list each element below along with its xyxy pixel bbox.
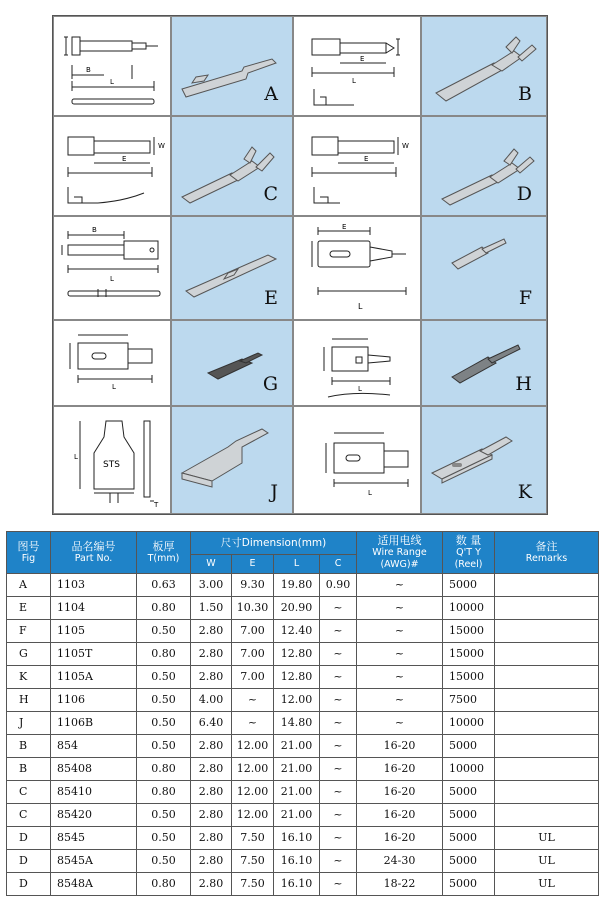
table-row bbox=[7, 712, 599, 735]
cell-quantity: 5000 bbox=[443, 574, 495, 597]
drawing-854 bbox=[293, 16, 421, 116]
cell-dim-e: 9.30 bbox=[232, 574, 274, 597]
cell-fig: B bbox=[7, 735, 51, 758]
cell-wire-range: ~ bbox=[357, 597, 443, 620]
cell-part-no: 8545 bbox=[51, 827, 137, 850]
drawing-8545 bbox=[293, 116, 421, 216]
cell-dim-l: 12.00 bbox=[274, 689, 320, 712]
cell-dim-w: 1.50 bbox=[191, 597, 232, 620]
dim-L-label: L bbox=[368, 489, 372, 497]
cell-dim-w: 2.80 bbox=[191, 781, 232, 804]
cell-remarks bbox=[495, 781, 599, 804]
cell-dim-c: ~ bbox=[320, 735, 357, 758]
header-dim-l: L bbox=[274, 555, 320, 574]
cell-quantity: 5000 bbox=[443, 781, 495, 804]
header-wire-range bbox=[357, 532, 443, 574]
cell-dim-c: ~ bbox=[320, 873, 357, 896]
dim-W-label: W bbox=[158, 142, 165, 150]
cell-thickness: 0.80 bbox=[137, 643, 191, 666]
drawing-1104 bbox=[53, 216, 171, 320]
drawing-1106 bbox=[293, 320, 421, 406]
header-fig-en: Fig bbox=[21, 552, 36, 564]
sts-mark: STS bbox=[103, 460, 120, 470]
dim-B-label: B bbox=[92, 226, 97, 234]
cell-part-no: 85408 bbox=[51, 758, 137, 781]
cell-dim-e: 10.30 bbox=[232, 597, 274, 620]
cell-remarks bbox=[495, 574, 599, 597]
cell-remarks bbox=[495, 689, 599, 712]
cell-dim-c: ~ bbox=[320, 758, 357, 781]
cell-quantity: 15000 bbox=[443, 620, 495, 643]
cell-wire-range: 16-20 bbox=[357, 804, 443, 827]
dim-L-label: L bbox=[352, 77, 356, 85]
cell-quantity: 5000 bbox=[443, 850, 495, 873]
cell-part-no: 85410 bbox=[51, 781, 137, 804]
cell-thickness: 0.80 bbox=[137, 873, 191, 896]
cell-dim-e: 12.00 bbox=[232, 758, 274, 781]
cell-dim-e: 7.50 bbox=[232, 827, 274, 850]
table-row bbox=[7, 758, 599, 781]
cell-wire-range: 16-20 bbox=[357, 758, 443, 781]
cell-thickness: 0.50 bbox=[137, 712, 191, 735]
cell-quantity: 10000 bbox=[443, 597, 495, 620]
drawing-854-crimp bbox=[53, 116, 171, 216]
header-wire-awg: (AWG)# bbox=[380, 558, 419, 570]
cell-dim-e: ~ bbox=[232, 689, 274, 712]
cell-thickness: 0.80 bbox=[137, 597, 191, 620]
header-fig-cn: 图号 bbox=[17, 539, 40, 553]
photo-H bbox=[421, 320, 547, 406]
cell-wire-range: ~ bbox=[357, 620, 443, 643]
cell-part-no: 8548A bbox=[51, 873, 137, 896]
cell-wire-range: ~ bbox=[357, 666, 443, 689]
cell-dim-w: 2.80 bbox=[191, 827, 232, 850]
cell-thickness: 0.50 bbox=[137, 735, 191, 758]
table-row bbox=[7, 643, 599, 666]
header-qty-cn: 数 量 bbox=[455, 533, 482, 547]
cell-part-no: 1106B bbox=[51, 712, 137, 735]
cell-dim-w: 2.80 bbox=[191, 850, 232, 873]
header-dimension: 尺寸Dimension(mm) bbox=[191, 532, 357, 555]
cell-dim-c: ~ bbox=[320, 804, 357, 827]
cell-dim-c: ~ bbox=[320, 712, 357, 735]
figure-letter: B bbox=[518, 83, 532, 105]
cell-fig: J bbox=[7, 712, 51, 735]
dim-L-label: L bbox=[110, 275, 114, 283]
cell-wire-range: 24-30 bbox=[357, 850, 443, 873]
cell-part-no: 1104 bbox=[51, 597, 137, 620]
cell-dim-l: 12.80 bbox=[274, 643, 320, 666]
cell-thickness: 0.50 bbox=[137, 689, 191, 712]
cell-quantity: 5000 bbox=[443, 827, 495, 850]
cell-thickness: 0.63 bbox=[137, 574, 191, 597]
dim-B-label: B bbox=[86, 66, 91, 74]
header-part-en: Part No. bbox=[74, 552, 113, 564]
cell-fig: D bbox=[7, 850, 51, 873]
cell-dim-e: 7.00 bbox=[232, 666, 274, 689]
dim-E-label: E bbox=[122, 155, 127, 163]
header-thickness bbox=[137, 532, 191, 574]
cell-wire-range: 16-20 bbox=[357, 827, 443, 850]
cell-dim-l: 21.00 bbox=[274, 758, 320, 781]
drawing-1105A bbox=[293, 406, 421, 514]
product-figure-grid bbox=[52, 15, 548, 515]
table-row bbox=[7, 827, 599, 850]
cell-quantity: 15000 bbox=[443, 643, 495, 666]
cell-dim-e: 12.00 bbox=[232, 781, 274, 804]
cell-dim-e: 12.00 bbox=[232, 735, 274, 758]
figure-letter: K bbox=[517, 481, 532, 503]
cell-remarks bbox=[495, 620, 599, 643]
drawing-1106B bbox=[53, 406, 171, 514]
cell-quantity: 10000 bbox=[443, 758, 495, 781]
header-dim-c: C bbox=[320, 555, 357, 574]
photo-K bbox=[421, 406, 547, 514]
figure-letter: D bbox=[516, 183, 532, 205]
photo-J bbox=[171, 406, 293, 514]
cell-thickness: 0.50 bbox=[137, 827, 191, 850]
cell-fig: D bbox=[7, 873, 51, 896]
photo-C bbox=[171, 116, 293, 216]
cell-dim-l: 21.00 bbox=[274, 781, 320, 804]
cell-dim-l: 19.80 bbox=[274, 574, 320, 597]
photo-E bbox=[171, 216, 293, 320]
header-remarks-en: Remarks bbox=[525, 552, 568, 564]
cell-dim-l: 21.00 bbox=[274, 804, 320, 827]
cell-dim-c: ~ bbox=[320, 666, 357, 689]
specification-rows bbox=[7, 574, 599, 896]
cell-dim-c: ~ bbox=[320, 643, 357, 666]
photo-A bbox=[171, 16, 293, 116]
figure-letter: H bbox=[515, 373, 532, 395]
photo-D bbox=[421, 116, 547, 216]
cell-fig: K bbox=[7, 666, 51, 689]
cell-dim-c: ~ bbox=[320, 597, 357, 620]
dim-T-label: T bbox=[154, 501, 159, 509]
cell-wire-range: 16-20 bbox=[357, 781, 443, 804]
cell-fig: A bbox=[7, 574, 51, 597]
table-row bbox=[7, 689, 599, 712]
cell-dim-e: 7.50 bbox=[232, 850, 274, 873]
cell-part-no: 854 bbox=[51, 735, 137, 758]
cell-dim-w: 2.80 bbox=[191, 873, 232, 896]
figure-letter: J bbox=[270, 481, 278, 503]
cell-quantity: 15000 bbox=[443, 666, 495, 689]
header-dim-e: E bbox=[232, 555, 274, 574]
header-part bbox=[51, 532, 137, 574]
cell-dim-w: 3.00 bbox=[191, 574, 232, 597]
cell-quantity: 5000 bbox=[443, 873, 495, 896]
cell-dim-e: 12.00 bbox=[232, 804, 274, 827]
cell-thickness: 0.50 bbox=[137, 620, 191, 643]
table-row bbox=[7, 850, 599, 873]
header-part-cn: 品名编号 bbox=[71, 539, 116, 553]
cell-dim-l: 12.80 bbox=[274, 666, 320, 689]
photo-B bbox=[421, 16, 547, 116]
dim-E-label: E bbox=[364, 155, 369, 163]
cell-part-no: 1106 bbox=[51, 689, 137, 712]
cell-remarks bbox=[495, 735, 599, 758]
cell-wire-range: ~ bbox=[357, 643, 443, 666]
cell-fig: F bbox=[7, 620, 51, 643]
header-remarks-cn: 备注 bbox=[535, 539, 558, 553]
cell-fig: C bbox=[7, 781, 51, 804]
dim-E-label: E bbox=[360, 55, 365, 63]
header-remarks bbox=[495, 532, 599, 574]
header-wire-cn: 适用电线 bbox=[377, 533, 422, 547]
dim-L-label: L bbox=[112, 383, 116, 391]
cell-dim-e: 7.00 bbox=[232, 620, 274, 643]
cell-dim-c: ~ bbox=[320, 827, 357, 850]
cell-remarks bbox=[495, 666, 599, 689]
header-qty-en: Q'T Y bbox=[456, 546, 481, 558]
cell-dim-e: ~ bbox=[232, 712, 274, 735]
cell-dim-c: ~ bbox=[320, 850, 357, 873]
drawing-1103 bbox=[53, 16, 171, 116]
header-quantity bbox=[443, 532, 495, 574]
figure-letter: E bbox=[264, 287, 278, 309]
header-qty-reel: (Reel) bbox=[454, 558, 483, 570]
cell-remarks: UL bbox=[495, 827, 599, 850]
table-row bbox=[7, 574, 599, 597]
cell-thickness: 0.50 bbox=[137, 804, 191, 827]
cell-fig: D bbox=[7, 827, 51, 850]
cell-thickness: 0.80 bbox=[137, 781, 191, 804]
cell-part-no: 8545A bbox=[51, 850, 137, 873]
cell-dim-c: ~ bbox=[320, 620, 357, 643]
drawing-1105T bbox=[53, 320, 171, 406]
cell-dim-l: 21.00 bbox=[274, 735, 320, 758]
cell-remarks bbox=[495, 712, 599, 735]
cell-fig: H bbox=[7, 689, 51, 712]
cell-fig: C bbox=[7, 804, 51, 827]
cell-wire-range: 18-22 bbox=[357, 873, 443, 896]
figure-letter: F bbox=[518, 287, 532, 309]
cell-quantity: 5000 bbox=[443, 804, 495, 827]
table-row bbox=[7, 781, 599, 804]
cell-dim-l: 20.90 bbox=[274, 597, 320, 620]
cell-dim-l: 16.10 bbox=[274, 873, 320, 896]
table-row bbox=[7, 873, 599, 896]
table-row bbox=[7, 804, 599, 827]
cell-wire-range: ~ bbox=[357, 574, 443, 597]
figure-letter: G bbox=[262, 373, 278, 395]
dim-E-label: E bbox=[342, 223, 347, 231]
dim-L-label: L bbox=[358, 385, 362, 393]
cell-fig: B bbox=[7, 758, 51, 781]
table-row bbox=[7, 597, 599, 620]
table-row bbox=[7, 735, 599, 758]
header-wire-en: Wire Range bbox=[372, 546, 427, 558]
cell-dim-l: 14.80 bbox=[274, 712, 320, 735]
cell-thickness: 0.50 bbox=[137, 850, 191, 873]
cell-dim-e: 7.50 bbox=[232, 873, 274, 896]
cell-dim-e: 7.00 bbox=[232, 643, 274, 666]
cell-quantity: 5000 bbox=[443, 735, 495, 758]
figure-letter: C bbox=[263, 183, 278, 205]
cell-remarks bbox=[495, 804, 599, 827]
cell-dim-w: 2.80 bbox=[191, 643, 232, 666]
cell-dim-w: 2.80 bbox=[191, 735, 232, 758]
cell-quantity: 10000 bbox=[443, 712, 495, 735]
header-thickness-cn: 板厚 bbox=[152, 539, 175, 553]
cell-remarks bbox=[495, 758, 599, 781]
drawing-1105 bbox=[293, 216, 421, 320]
cell-fig: E bbox=[7, 597, 51, 620]
cell-thickness: 0.80 bbox=[137, 758, 191, 781]
photo-F bbox=[421, 216, 547, 320]
header-thickness-en: T(mm) bbox=[147, 552, 180, 564]
table-row bbox=[7, 620, 599, 643]
cell-part-no: 85420 bbox=[51, 804, 137, 827]
cell-dim-w: 2.80 bbox=[191, 758, 232, 781]
dim-L-label: L bbox=[110, 78, 114, 86]
cell-part-no: 1105A bbox=[51, 666, 137, 689]
cell-remarks: UL bbox=[495, 850, 599, 873]
cell-part-no: 1103 bbox=[51, 574, 137, 597]
dim-W-label: W bbox=[402, 142, 409, 150]
cell-part-no: 1105T bbox=[51, 643, 137, 666]
cell-wire-range: ~ bbox=[357, 712, 443, 735]
figure-letter: A bbox=[264, 83, 278, 105]
cell-dim-c: ~ bbox=[320, 781, 357, 804]
cell-dim-l: 16.10 bbox=[274, 850, 320, 873]
header-dim-w: W bbox=[191, 555, 232, 574]
cell-dim-w: 2.80 bbox=[191, 666, 232, 689]
cell-remarks bbox=[495, 643, 599, 666]
cell-part-no: 1105 bbox=[51, 620, 137, 643]
cell-dim-w: 6.40 bbox=[191, 712, 232, 735]
cell-dim-c: ~ bbox=[320, 689, 357, 712]
cell-dim-c: 0.90 bbox=[320, 574, 357, 597]
dim-L-label: L bbox=[74, 453, 78, 461]
cell-remarks: UL bbox=[495, 873, 599, 896]
cell-wire-range: 16-20 bbox=[357, 735, 443, 758]
cell-dim-w: 2.80 bbox=[191, 620, 232, 643]
cell-wire-range: ~ bbox=[357, 689, 443, 712]
cell-dim-w: 2.80 bbox=[191, 804, 232, 827]
cell-dim-w: 4.00 bbox=[191, 689, 232, 712]
cell-fig: G bbox=[7, 643, 51, 666]
cell-dim-l: 16.10 bbox=[274, 827, 320, 850]
specification-table bbox=[6, 531, 599, 896]
cell-thickness: 0.50 bbox=[137, 666, 191, 689]
cell-dim-l: 12.40 bbox=[274, 620, 320, 643]
cell-quantity: 7500 bbox=[443, 689, 495, 712]
header-fig bbox=[7, 532, 51, 574]
photo-G bbox=[171, 320, 293, 406]
cell-remarks bbox=[495, 597, 599, 620]
table-row bbox=[7, 666, 599, 689]
dim-L-label: L bbox=[358, 302, 363, 311]
